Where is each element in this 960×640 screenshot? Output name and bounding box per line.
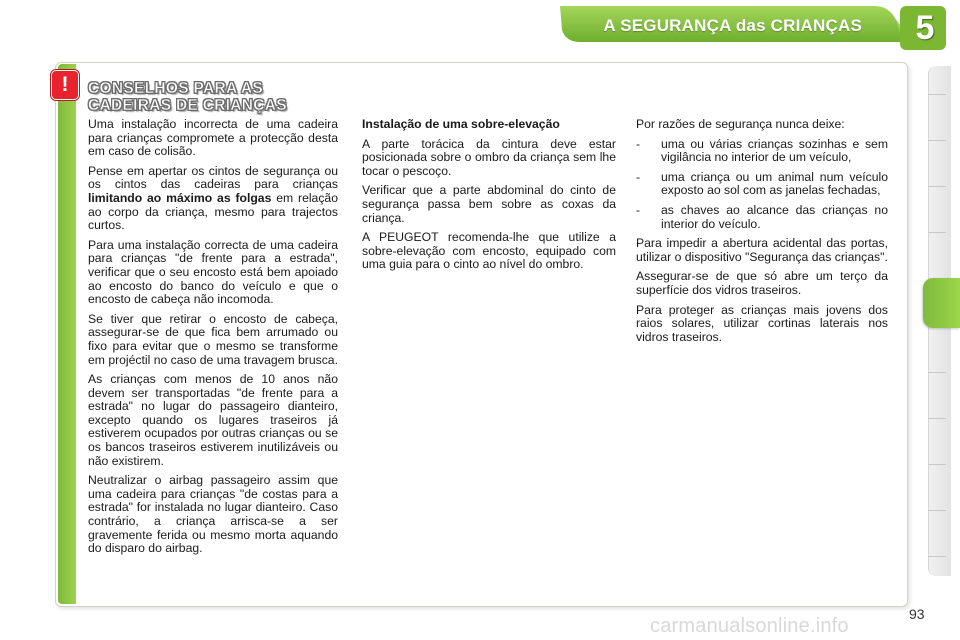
paragraph: Para proteger as crianças mais jovens dos raios solares, utilizar cortinas laterais nos vidros traseiros.	[636, 302, 888, 344]
chapter-title: A SEGURANÇA das CRIANÇAS	[603, 16, 862, 35]
paragraph: Verificar que a parte abdominal do cinto de segurança passa bem sobre as coxas da criança.	[362, 183, 616, 225]
paragraph: Se tiver que retirar o encosto de cabeça, assegurar-se de que fica bem arrumado ou fixo para evitar que o mesmo se transforme em projéctil no caso de uma travagem brusca.	[88, 311, 338, 367]
paragraph: Neutralizar o airbag passageiro assim que uma cadeira para crianças "de costas para a estrada" for instalada no lugar dianteiro. Caso contrário, a criança arrisca-se a ser gravemente ferida ou mesmo morta aquando do disparo do airbag.	[88, 473, 338, 556]
paragraph: As crianças com menos de 10 anos não devem ser transportadas "de frente para a estrada" no lugar do passageiro dianteiro, excepto quando os lugares traseiros já estiverem ocupados por outras crianças ou se os bancos traseiros estiverem inutilizáveis ou não existirem.	[88, 372, 338, 468]
panel-accent-strip	[58, 64, 76, 604]
tab-divider	[928, 510, 946, 511]
paragraph	[88, 165, 338, 233]
tab-divider	[928, 232, 946, 233]
paragraph: Para uma instalação correcta de uma cadeira para crianças "de frente para a estrada", verificar que o seu encosto está bem apoiado ao encosto do banco do veículo e que o encosto de cabeça não incomoda.	[88, 237, 338, 307]
tab-divider	[928, 186, 946, 187]
list-dash: -	[636, 169, 641, 184]
paragraph: Assegurar-se de que só abre um terço da superfície dos vidros traseiros.	[636, 269, 888, 297]
paragraph: Uma instalação incorrecta de uma cadeira para crianças compromete a protecção desta em caso de colisão.	[88, 117, 338, 159]
tab-divider	[928, 94, 946, 95]
chapter-number-badge: 5	[915, 9, 935, 47]
list-dash: -	[636, 136, 641, 151]
text-run: Pense em apertar os cintos de segurança ou os cintos das cadeiras para crianças	[88, 163, 338, 192]
tab-divider	[928, 556, 946, 557]
middle-column	[362, 118, 616, 278]
text-run: em relação ao corpo da criança, mesmo para trajectos curtos.	[88, 190, 338, 233]
tab-divider	[928, 464, 946, 465]
subsection-heading: Instalação de uma sobre-elevação	[362, 117, 560, 131]
watermark: carmanualsonline.info	[650, 615, 849, 637]
warning-icon: !	[51, 70, 79, 100]
tab-divider	[928, 418, 946, 419]
section-title-line2: CADEIRAS DE CRIANÇAS	[88, 97, 287, 114]
page-number: 93	[909, 606, 925, 622]
left-column	[88, 118, 338, 562]
tab-divider	[928, 372, 946, 373]
list-item	[636, 171, 888, 198]
tab-divider	[928, 140, 946, 141]
bold-text: limitando ao máximo as folgas	[88, 190, 272, 205]
paragraph: Para impedir a abertura acidental das portas, utilizar o dispositivo "Segurança das crianças".	[636, 236, 888, 264]
active-chapter-tab[interactable]	[923, 278, 960, 328]
list-dash: -	[636, 202, 641, 217]
list-item-text: uma ou várias crianças sozinhas e sem vigilância no interior de um veículo,	[661, 136, 888, 165]
right-column	[636, 118, 888, 350]
list-item-text: as chaves ao alcance das crianças no interior do veículo.	[661, 202, 888, 231]
paragraph: A PEUGEOT recomenda-lhe que utilize a sobre-elevação com encosto, equipado com uma guia para o cinto ao nível do ombro.	[362, 230, 616, 272]
list-item-text: uma criança ou um animal num veículo exposto ao sol com as janelas fechadas,	[661, 169, 888, 198]
section-title-line1: CONSELHOS PARA AS	[88, 80, 264, 97]
paragraph: A parte torácica da cintura deve estar posicionada sobre o ombro da criança sem lhe tocar o pescoço.	[362, 136, 616, 178]
list-item	[636, 204, 888, 231]
section-title	[88, 80, 348, 114]
list-item	[636, 138, 888, 165]
paragraph: Por razões de segurança nunca deixe:	[636, 117, 845, 131]
